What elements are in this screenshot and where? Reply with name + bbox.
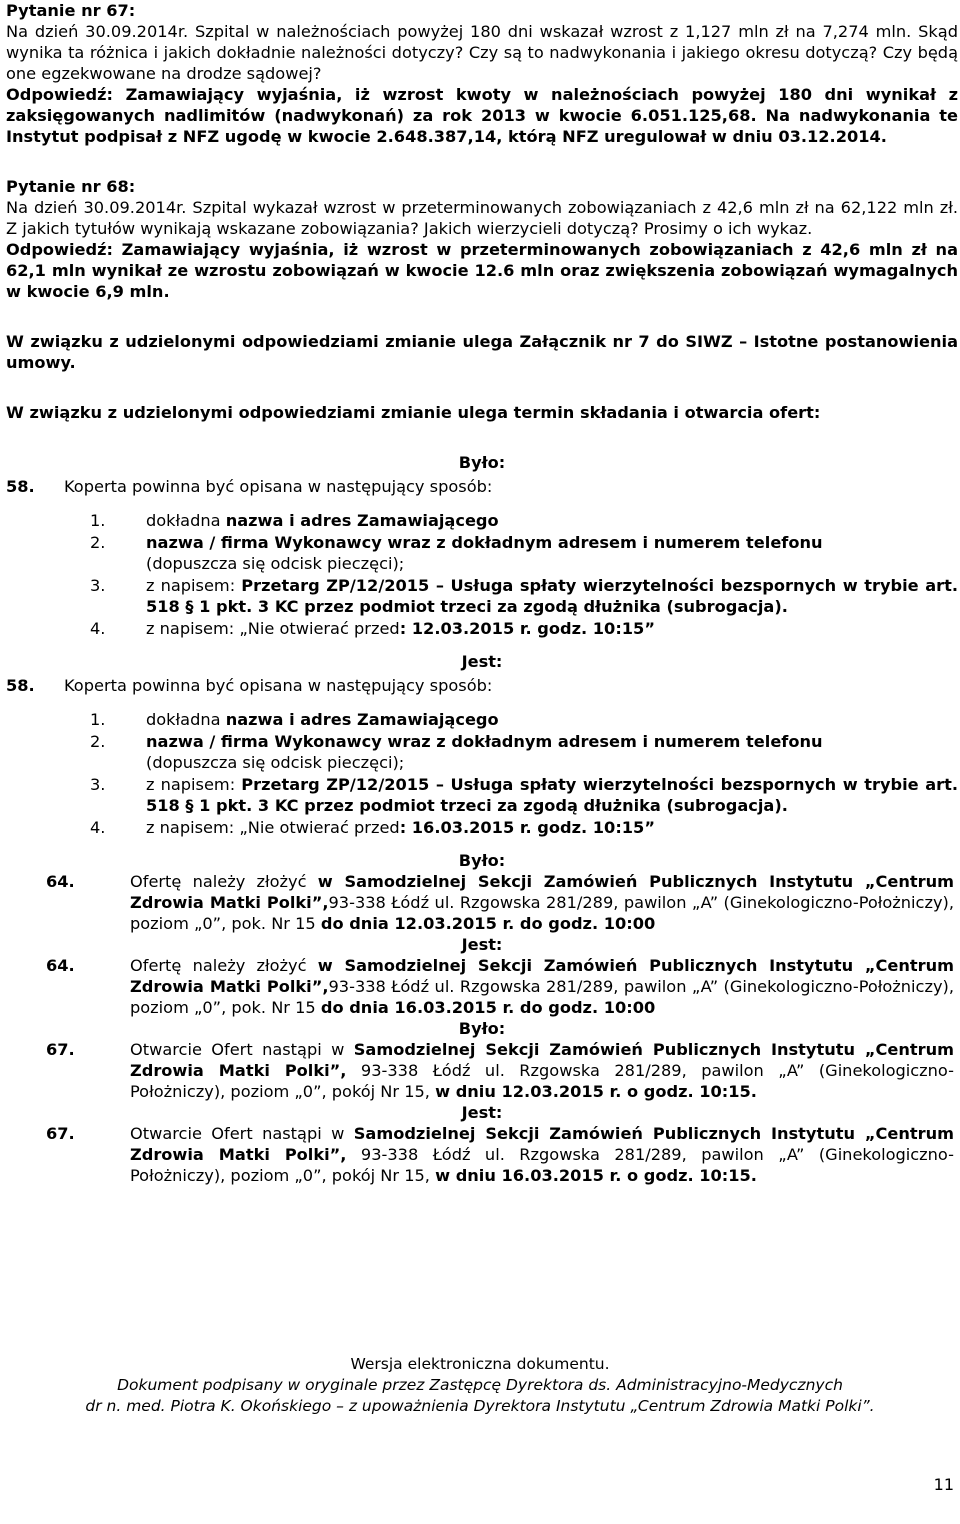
paragraph-58-new <box>6 675 958 696</box>
paragraph-64-old: 64. Ofertę należy złożyć w Samodzielnej Sekcji Zamówień Publicznych Instytutu „Centrum Zdrowia Matki Polki”,93-338 Łódź ul. Rzgowska 281/289, pawilon „A” (Ginekologiczno-Położniczy), poziom „0”, pok. Nr 15 do dnia 12.03.2015 r. do godz. 10:00 <box>46 872 954 933</box>
paragraph-number: 58. <box>6 676 35 695</box>
label-jest-58: Jest: <box>461 652 503 671</box>
document-content <box>6 0 958 1186</box>
question-68-heading: Pytanie nr 68: <box>6 177 136 196</box>
label-bylo-67: Było: <box>458 1019 506 1038</box>
list-item: 4. z napisem: „Nie otwierać przed: 12.03.2015 r. godz. 10:15” <box>90 619 655 638</box>
list-item: 2. nazwa / firma Wykonawcy wraz z dokładnym adresem i numerem telefonu (dopuszcza się odcisk pieczęci); <box>90 533 823 573</box>
list-item: 3. z napisem: Przetarg ZP/12/2015 – Usługa spłaty wierzytelności bezspornych w trybie art. 518 § 1 pkt. 3 KC przez podmiot trzeci za zgodą dłużnika (subrogacja). <box>90 775 958 815</box>
list-item: 3. z napisem: Przetarg ZP/12/2015 – Usługa spłaty wierzytelności bezspornych w trybie art. 518 § 1 pkt. 3 KC przez podmiot trzeci za zgodą dłużnika (subrogacja). <box>90 576 958 616</box>
document-footer <box>0 1354 960 1417</box>
question-67-text: Na dzień 30.09.2014r. Szpital w należnościach powyżej 180 dni wskazał wzrost z 1,127 mln zł na 7,274 mln. Skąd wynika ta różnica i jakich dokładnie należności dotyczy? Czy są to nadwykonania i jakiego okresu dotyczą? Czy będą one egzekwowane na drodze sądowej? <box>6 22 958 83</box>
change-deadline: W związku z udzielonymi odpowiedziami zmianie ulega termin składania i otwarcia ofert: <box>6 403 821 422</box>
envelope-list-old <box>90 510 958 639</box>
answer-67-text: Odpowiedź: Zamawiający wyjaśnia, iż wzrost kwoty w należnościach powyżej 180 dni wynikał z zaksięgowanych nadlimitów (nadwykonań) za rok 2013 w kwocie 6.051.125,68. Na nadwykonania te Instytut podpisał z NFZ ugodę w kwocie 2.648.387,14, którą NFZ uregulował w dniu 03.12.2014. <box>6 85 958 146</box>
list-item: 1. dokładna nazwa i adres Zamawiającego <box>90 511 499 530</box>
list-item: 2. nazwa / firma Wykonawcy wraz z dokładnym adresem i numerem telefonu (dopuszcza się odcisk pieczęci); <box>90 732 823 772</box>
label-jest-64: Jest: <box>461 935 503 954</box>
paragraph-intro: Koperta powinna być opisana w następujący sposób: <box>64 676 493 695</box>
question-67-heading: Pytanie nr 67: <box>6 1 136 20</box>
paragraph-67-new: 67. Otwarcie Ofert nastąpi w Samodzielnej Sekcji Zamówień Publicznych Instytutu „Centrum Zdrowia Matki Polki”, 93-338 Łódź ul. Rzgowska 281/289, pawilon „A” (Ginekologiczno-Położniczy), poziom „0”, pokój Nr 15, w dniu 16.03.2015 r. o godz. 10:15. <box>46 1124 954 1185</box>
envelope-list-new <box>90 709 958 838</box>
list-item: 1. dokładna nazwa i adres Zamawiającego <box>90 710 499 729</box>
paragraph-58-old <box>6 476 958 497</box>
paragraph-number: 58. <box>6 477 35 496</box>
footer-line-1: Wersja elektroniczna dokumentu. <box>350 1355 610 1373</box>
paragraph-64-new: 64. Ofertę należy złożyć w Samodzielnej Sekcji Zamówień Publicznych Instytutu „Centrum Zdrowia Matki Polki”,93-338 Łódź ul. Rzgowska 281/289, pawilon „A” (Ginekologiczno-Położniczy), poziom „0”, pok. Nr 15 do dnia 16.03.2015 r. do godz. 10:00 <box>46 956 954 1017</box>
label-bylo-58: Było: <box>458 453 506 472</box>
footer-line-3: dr n. med. Piotra K. Okońskiego – z upoważnienia Dyrektora Instytutu „Centrum Zdrowia Matki Polki”. <box>85 1397 875 1415</box>
label-bylo-64: Było: <box>458 851 506 870</box>
question-68-text: Na dzień 30.09.2014r. Szpital wykazał wzrost w przeterminowanych zobowiązaniach z 42,6 mln zł na 62,122 mln zł. Z jakich tytułów wynikają wskazane zobowiązania? Jakich wierzycieli dotyczą? Prosimy o ich wykaz. <box>6 198 958 238</box>
page-number: 11 <box>933 1475 954 1494</box>
label-jest-67: Jest: <box>461 1103 503 1122</box>
paragraph-intro: Koperta powinna być opisana w następujący sposób: <box>64 477 493 496</box>
footer-line-2: Dokument podpisany w oryginale przez Zastępcę Dyrektora ds. Administracyjno-Medycznych <box>117 1376 843 1394</box>
change-annex-7: W związku z udzielonymi odpowiedziami zmianie ulega Załącznik nr 7 do SIWZ – Istotne postanowienia umowy. <box>6 332 958 372</box>
paragraph-67-old: 67. Otwarcie Ofert nastąpi w Samodzielnej Sekcji Zamówień Publicznych Instytutu „Centrum Zdrowia Matki Polki”, 93-338 Łódź ul. Rzgowska 281/289, pawilon „A” (Ginekologiczno-Położniczy), poziom „0”, pokój Nr 15, w dniu 12.03.2015 r. o godz. 10:15. <box>46 1040 954 1101</box>
answer-68-text: Odpowiedź: Zamawiający wyjaśnia, iż wzrost w przeterminowanych zobowiązaniach z 42,6 mln zł na 62,1 mln wynikał ze wzrostu zobowiązań w kwocie 12.6 mln oraz zwiększenia zobowiązań wymagalnych w kwocie 6,9 mln. <box>6 240 958 301</box>
list-item: 4. z napisem: „Nie otwierać przed: 16.03.2015 r. godz. 10:15” <box>90 818 655 837</box>
